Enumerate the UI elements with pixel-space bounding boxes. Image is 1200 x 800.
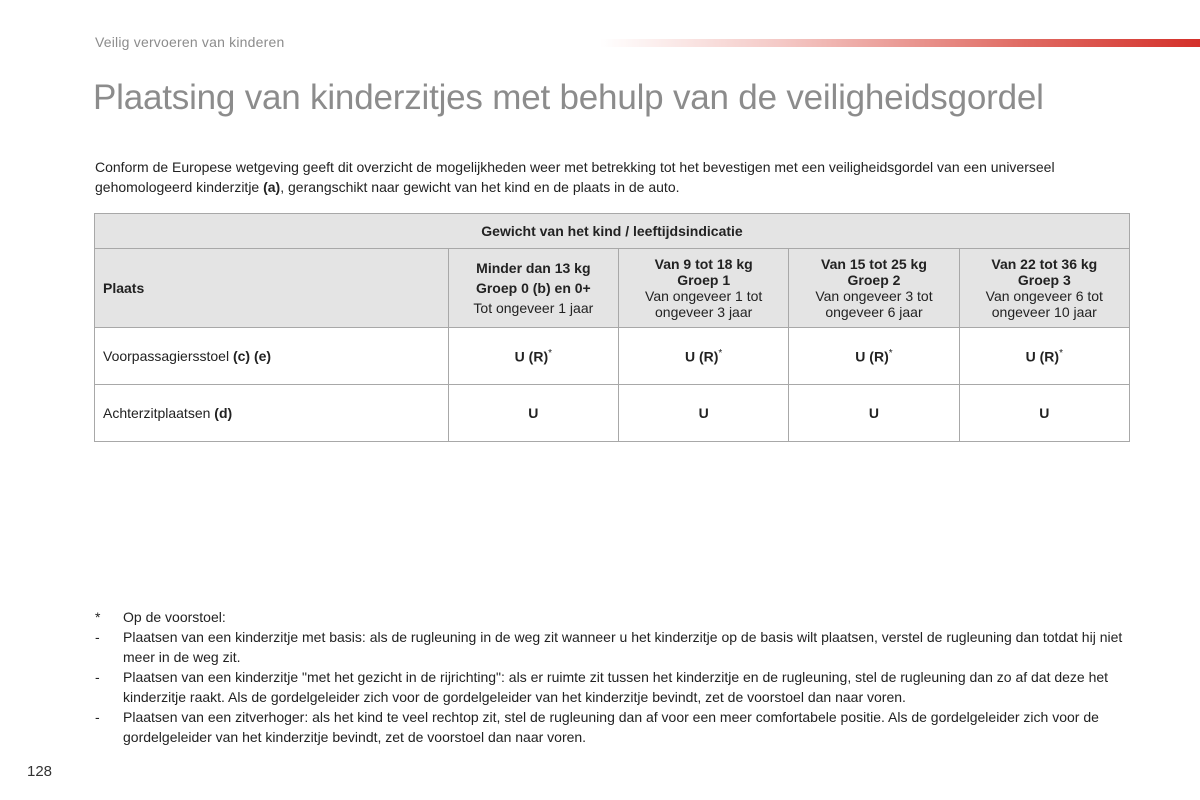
column-header-group-1: [619, 249, 789, 328]
cell-footnote-mark: *: [548, 347, 553, 359]
column-header-age: Van ongeveer 3 tot: [815, 288, 933, 304]
cell-value: U (R): [514, 348, 549, 365]
cell-value: U: [868, 405, 880, 421]
intro-text-bold: (a): [263, 179, 281, 195]
column-header-group: Groep 3: [1017, 272, 1071, 288]
column-header-weight: Van 9 tot 18 kg: [654, 256, 753, 272]
cell-value: U (R): [1025, 348, 1060, 365]
column-header-group: Groep 1: [677, 272, 731, 288]
column-header-age: Van ongeveer 1 tot: [645, 288, 763, 304]
column-header-group: Groep 0 (b) en 0+: [475, 280, 591, 296]
place-header: Plaats: [95, 249, 449, 328]
row-label-text: Achterzitplaatsen: [103, 405, 215, 421]
table-cell: [448, 328, 618, 385]
row-label-text: Voorpassagiersstoel: [103, 348, 233, 364]
cell-value: U (R): [855, 348, 889, 365]
column-header-row: [95, 249, 1130, 328]
column-header-age: Tot ongeveer 1 jaar: [473, 300, 594, 316]
column-header-weight: Van 22 tot 36 kg: [991, 256, 1098, 272]
section-accent-bar: [600, 39, 1200, 47]
row-label-rear-seats: [95, 385, 449, 442]
column-header-age: ongeveer 3 jaar: [655, 304, 753, 320]
cell-footnote-mark: *: [888, 347, 893, 359]
cell-footnote-mark: *: [1059, 347, 1063, 359]
column-header-weight: Van 15 tot 25 kg: [821, 256, 927, 272]
row-label-front-passenger: [95, 328, 449, 385]
weight-header: Gewicht van het kind / leeftijdsindicatie: [95, 214, 1130, 249]
column-header-group-3: [959, 249, 1129, 328]
footnote-bullet: -: [95, 669, 100, 685]
table-cell: [619, 328, 789, 385]
column-header-weight: Minder dan 13 kg: [476, 260, 591, 276]
table-cell: [619, 385, 789, 442]
table-row: [95, 385, 1130, 442]
column-header-group-2: [789, 249, 959, 328]
table-cell: [959, 385, 1129, 442]
footnote-bullet: -: [95, 629, 100, 645]
footnotes: [95, 607, 1135, 747]
footnote-bullet: -: [95, 709, 100, 725]
intro-text-part1: Conform de Europese wetgeving geeft dit overzicht de mogelijkheden weer met betrekking tot het bevestigen met een veiligheidsgordel van een universeel gehomologeerd kinderzitje: [95, 159, 1055, 195]
column-header-age: ongeveer 6 jaar: [825, 304, 923, 320]
cell-value: U: [528, 405, 539, 421]
weight-header-row: [95, 214, 1130, 249]
table-row: [95, 328, 1130, 385]
cell-value: U: [1039, 405, 1050, 421]
footnote-item: [95, 707, 1135, 747]
table-cell: [959, 328, 1129, 385]
child-seat-table: [94, 213, 1130, 442]
footnote-text: Plaatsen van een kinderzitje met basis: als de rugleuning in de weg zit wanneer u het kinderzitje op de basis wilt plaatsen, verstel de rugleuning dan totdat hij niet meer in de weg zit.: [123, 629, 1123, 665]
column-header-group: Groep 2: [847, 272, 901, 288]
table-cell: [789, 328, 959, 385]
page-title: Plaatsing van kinderzitjes met behulp van de veiligheidsgordel: [93, 78, 1044, 117]
footnote-text: Op de voorstoel:: [123, 609, 226, 625]
column-header-age: ongeveer 10 jaar: [991, 304, 1097, 320]
row-label-ref: (d): [214, 405, 233, 421]
intro-text-part2: , gerangschikt naar gewicht van het kind en de plaats in de auto.: [280, 179, 680, 195]
column-header-group-0: [448, 249, 618, 328]
cell-value: U (R): [684, 348, 719, 365]
footnote-text: Plaatsen van een kinderzitje "met het gezicht in de rijrichting": als er ruimte zit tussen het kinderzitje en de rugleuning, stel de rugleuning dan zo af dat deze het kinderzitje raakt. Als de gordelgeleider zich voor de gordelgeleider van het kinderzitje bevindt, zet de voorstoel dan naar voren.: [123, 669, 1109, 705]
table-cell: [789, 385, 959, 442]
footnote-item: [95, 627, 1135, 667]
section-label: Veilig vervoeren van kinderen: [95, 34, 285, 50]
footnote-bullet: *: [95, 609, 101, 625]
column-header-age: Van ongeveer 6 tot: [985, 288, 1103, 304]
row-label-ref: (c) (e): [232, 348, 272, 364]
footnote-text: Plaatsen van een zitverhoger: als het kind te veel rechtop zit, stel de rugleuning dan af voor een meer comfortabele positie. Als de gordelgeleider zich voor de gordelgeleider van het kinderzitje bevindt, zet de voorstoel dan naar voren.: [123, 709, 1099, 745]
intro-paragraph: [95, 157, 1135, 197]
footnote-item: [95, 667, 1135, 707]
footnote-item: [95, 607, 1135, 627]
cell-footnote-mark: *: [718, 347, 723, 359]
page-number: 128: [27, 763, 53, 780]
cell-value: U: [698, 405, 709, 421]
table-cell: [448, 385, 618, 442]
